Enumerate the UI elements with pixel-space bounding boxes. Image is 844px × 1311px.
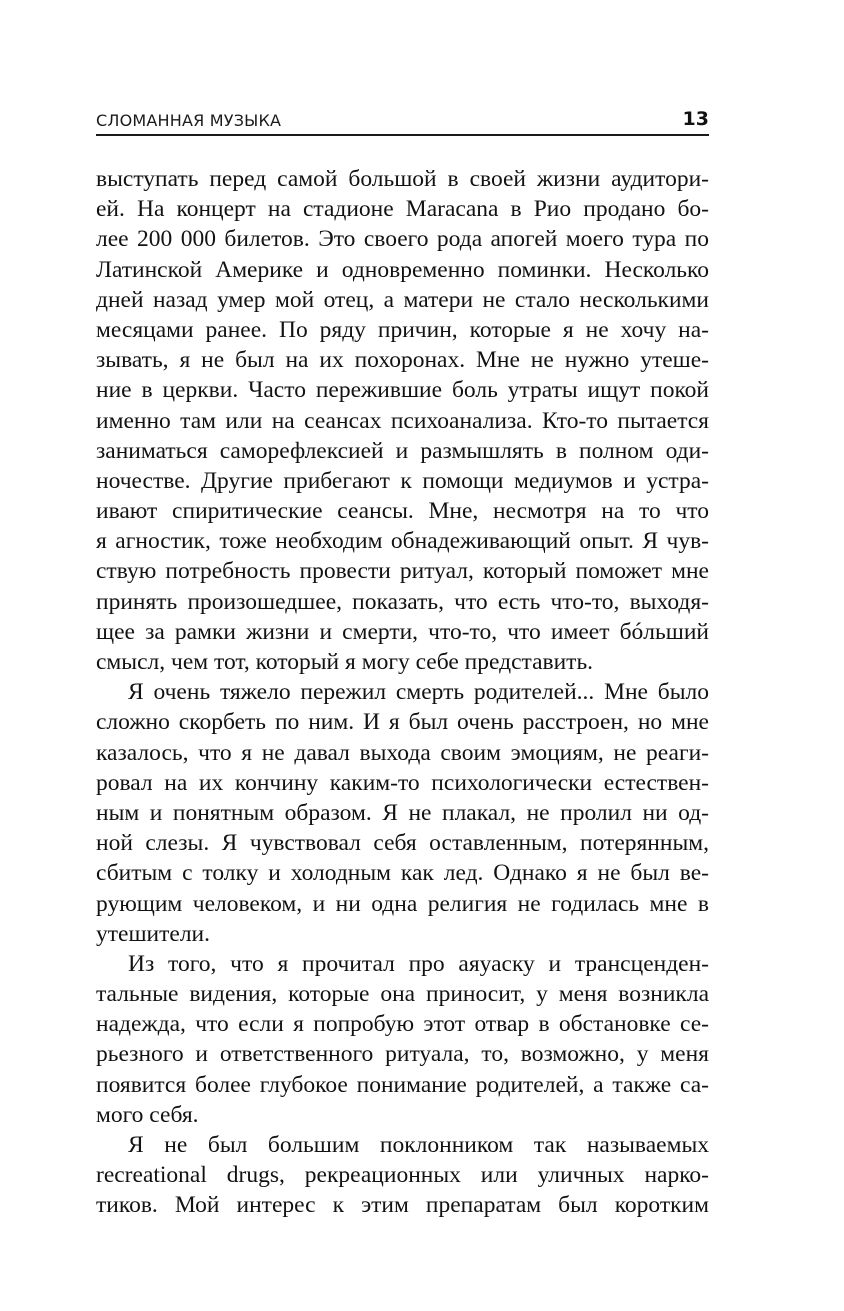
text-line: recreational drugs, рекреационных или уличных нарко- xyxy=(96,1162,709,1189)
text-line: Латинской Америке и одновременно поминки. Несколько xyxy=(96,256,709,283)
text-line: рующим человеком, и ни одна религия не годилась мне в xyxy=(96,890,709,917)
text-line: тиков. Мой интерес к этим препаратам был коротким xyxy=(96,1192,709,1219)
running-header xyxy=(96,108,709,136)
text-line: ей. На концерт на стадионе Maracana в Рио продано бо- xyxy=(96,196,709,223)
text-line: рьезного и ответственного ритуала, то, возможно, у меня xyxy=(96,1041,709,1068)
body-text xyxy=(96,164,709,1221)
text-line: дней назад умер мой отец, а матери не стало несколькими xyxy=(96,286,709,313)
page-number: 13 xyxy=(682,108,709,130)
text-line: Я не был большим поклонником так называемых xyxy=(128,1132,709,1158)
text-line: месяцами ранее. По ряду причин, которые я не хочу на- xyxy=(96,316,709,343)
text-line: Я очень тяжело пережил смерть родителей... Мне было xyxy=(128,679,709,706)
text-line: мого себя. xyxy=(96,1101,199,1128)
text-line: ствую потребность провести ритуал, который поможет мне xyxy=(96,558,709,585)
text-line: ровал на их кончину каким-то психологически естествен- xyxy=(96,769,709,796)
text-line: утешители. xyxy=(96,920,211,947)
text-line: ние в церкви. Часто пережившие боль утраты ищут покой xyxy=(96,377,709,404)
text-line: появится более глубокое понимание родителей, а также са- xyxy=(96,1071,709,1098)
text-line: сложно скорбеть по ним. И я был очень расстроен, но мне xyxy=(96,709,709,736)
text-line: надежда, что если я попробую этот отвар в обстановке се- xyxy=(96,1011,709,1038)
text-line: тальные видения, которые она приносит, у меня возникла xyxy=(96,981,709,1008)
text-line: зывать, я не был на их похоронах. Мне не нужно утеше- xyxy=(96,347,709,374)
running-title: СЛОМАННАЯ МУЗЫКА xyxy=(96,111,282,130)
text-line: щее за рамки жизни и смерти, что-то, что имеет бóльший xyxy=(96,618,709,645)
text-line: выступать перед самой большой в своей жизни аудитори- xyxy=(96,166,709,192)
text-line: ивают спиритические сеансы. Мне, несмотря на то что xyxy=(96,498,709,525)
text-line: смысл, чем тот, который я могу себе представить. xyxy=(96,649,594,675)
text-line: я агностик, тоже необходим обнадеживающий опыт. Я чув- xyxy=(96,528,709,555)
text-line: Из того, что я прочитал про аяуаску и трансценден- xyxy=(128,950,709,977)
text-line: ночестве. Другие прибегают к помощи медиумов и устра- xyxy=(96,467,709,494)
text-line: лее 200 000 билетов. Это своего рода апогей моего тура по xyxy=(96,226,709,253)
text-line: заниматься саморефлексией и размышлять в полном оди- xyxy=(96,437,709,464)
text-line: ным и понятным образом. Я не плакал, не пролил ни од- xyxy=(96,799,709,826)
text-line: казалось, что я не давал выхода своим эмоциям, не реаги- xyxy=(96,739,709,766)
text-line: именно там или на сеансах психоанализа. Кто-то пытается xyxy=(96,407,709,434)
text-line: принять произошедшее, показать, что есть что-то, выходя- xyxy=(96,588,709,615)
text-line: ной слезы. Я чувствовал себя оставленным, потерянным, xyxy=(96,830,709,857)
text-line: сбитым с толку и холодным как лед. Однако я не был ве- xyxy=(96,860,709,887)
